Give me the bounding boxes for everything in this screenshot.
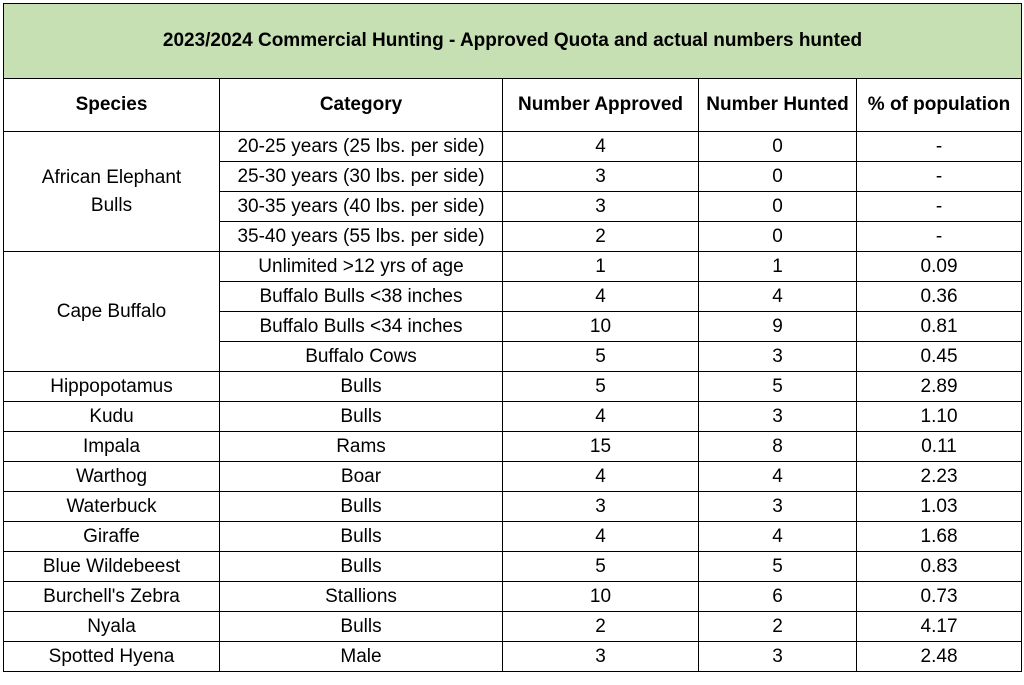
species-cell: Hippopotamus <box>4 372 220 402</box>
species-cell: Nyala <box>4 612 220 642</box>
table-row <box>4 612 1022 642</box>
number-hunted-cell: 0 <box>699 132 857 162</box>
percent-population-cell: 0.09 <box>857 252 1022 282</box>
number-hunted-cell: 6 <box>699 582 857 612</box>
category-cell: Buffalo Bulls <38 inches <box>220 282 503 312</box>
number-hunted-cell: 3 <box>699 342 857 372</box>
header-row <box>4 79 1022 132</box>
percent-population-cell: - <box>857 192 1022 222</box>
category-cell: Bulls <box>220 372 503 402</box>
species-cell: Warthog <box>4 462 220 492</box>
percent-population-cell: 2.23 <box>857 462 1022 492</box>
number-hunted-cell: 0 <box>699 162 857 192</box>
number-approved-cell: 4 <box>503 402 699 432</box>
number-approved-cell: 4 <box>503 132 699 162</box>
table-row <box>4 252 1022 282</box>
number-hunted-cell: 2 <box>699 612 857 642</box>
percent-population-cell: 1.10 <box>857 402 1022 432</box>
percent-population-cell: 0.11 <box>857 432 1022 462</box>
percent-population-cell: 0.83 <box>857 552 1022 582</box>
species-cell: Cape Buffalo <box>4 252 220 372</box>
number-hunted-cell: 3 <box>699 402 857 432</box>
number-approved-cell: 5 <box>503 372 699 402</box>
category-cell: Buffalo Cows <box>220 342 503 372</box>
percent-population-cell: 1.68 <box>857 522 1022 552</box>
number-hunted-cell: 0 <box>699 222 857 252</box>
table-row <box>4 552 1022 582</box>
number-approved-cell: 2 <box>503 222 699 252</box>
percent-population-cell: 0.45 <box>857 342 1022 372</box>
percent-population-cell: - <box>857 162 1022 192</box>
header-number-approved: Number Approved <box>503 79 699 132</box>
percent-population-cell: - <box>857 132 1022 162</box>
category-cell: Bulls <box>220 612 503 642</box>
species-cell: Waterbuck <box>4 492 220 522</box>
number-approved-cell: 4 <box>503 522 699 552</box>
percent-population-cell: 2.48 <box>857 642 1022 672</box>
species-cell: African Elephant Bulls <box>4 132 220 252</box>
table-row <box>4 402 1022 432</box>
category-cell: Buffalo Bulls <34 inches <box>220 312 503 342</box>
table-title: 2023/2024 Commercial Hunting - Approved Quota and actual numbers hunted <box>4 4 1022 79</box>
number-approved-cell: 2 <box>503 612 699 642</box>
category-cell: Rams <box>220 432 503 462</box>
table-row <box>4 372 1022 402</box>
number-approved-cell: 10 <box>503 582 699 612</box>
category-cell: Bulls <box>220 402 503 432</box>
number-approved-cell: 15 <box>503 432 699 462</box>
header-species: Species <box>4 79 220 132</box>
category-cell: Male <box>220 642 503 672</box>
number-hunted-cell: 1 <box>699 252 857 282</box>
table-row <box>4 462 1022 492</box>
percent-population-cell: 0.36 <box>857 282 1022 312</box>
percent-population-cell: 2.89 <box>857 372 1022 402</box>
number-approved-cell: 4 <box>503 462 699 492</box>
category-cell: Bulls <box>220 552 503 582</box>
table-body <box>4 132 1022 672</box>
species-cell: Giraffe <box>4 522 220 552</box>
number-hunted-cell: 3 <box>699 492 857 522</box>
table-row <box>4 132 1022 162</box>
number-hunted-cell: 8 <box>699 432 857 462</box>
percent-population-cell: 1.03 <box>857 492 1022 522</box>
category-cell: 30-35 years (40 lbs. per side) <box>220 192 503 222</box>
number-hunted-cell: 4 <box>699 462 857 492</box>
number-hunted-cell: 4 <box>699 282 857 312</box>
number-approved-cell: 1 <box>503 252 699 282</box>
percent-population-cell: - <box>857 222 1022 252</box>
number-hunted-cell: 5 <box>699 552 857 582</box>
table-row <box>4 492 1022 522</box>
species-cell: Kudu <box>4 402 220 432</box>
number-approved-cell: 3 <box>503 192 699 222</box>
table-row <box>4 582 1022 612</box>
number-approved-cell: 5 <box>503 342 699 372</box>
category-cell: 35-40 years (55 lbs. per side) <box>220 222 503 252</box>
percent-population-cell: 4.17 <box>857 612 1022 642</box>
category-cell: Boar <box>220 462 503 492</box>
number-hunted-cell: 0 <box>699 192 857 222</box>
number-hunted-cell: 4 <box>699 522 857 552</box>
title-row <box>4 4 1022 79</box>
species-cell: Blue Wildebeest <box>4 552 220 582</box>
number-hunted-cell: 9 <box>699 312 857 342</box>
quota-table <box>3 3 1022 672</box>
category-cell: Bulls <box>220 492 503 522</box>
header-percent-population: % of population <box>857 79 1022 132</box>
header-number-hunted: Number Hunted <box>699 79 857 132</box>
category-cell: 20-25 years (25 lbs. per side) <box>220 132 503 162</box>
table-row <box>4 642 1022 672</box>
species-cell: Burchell's Zebra <box>4 582 220 612</box>
species-cell: Impala <box>4 432 220 462</box>
table-row <box>4 432 1022 462</box>
number-hunted-cell: 5 <box>699 372 857 402</box>
category-cell: Unlimited >12 yrs of age <box>220 252 503 282</box>
number-approved-cell: 5 <box>503 552 699 582</box>
number-approved-cell: 3 <box>503 492 699 522</box>
number-hunted-cell: 3 <box>699 642 857 672</box>
percent-population-cell: 0.73 <box>857 582 1022 612</box>
percent-population-cell: 0.81 <box>857 312 1022 342</box>
table-row <box>4 522 1022 552</box>
category-cell: Bulls <box>220 522 503 552</box>
species-cell: Spotted Hyena <box>4 642 220 672</box>
category-cell: Stallions <box>220 582 503 612</box>
number-approved-cell: 3 <box>503 642 699 672</box>
header-category: Category <box>220 79 503 132</box>
category-cell: 25-30 years (30 lbs. per side) <box>220 162 503 192</box>
number-approved-cell: 4 <box>503 282 699 312</box>
number-approved-cell: 3 <box>503 162 699 192</box>
number-approved-cell: 10 <box>503 312 699 342</box>
